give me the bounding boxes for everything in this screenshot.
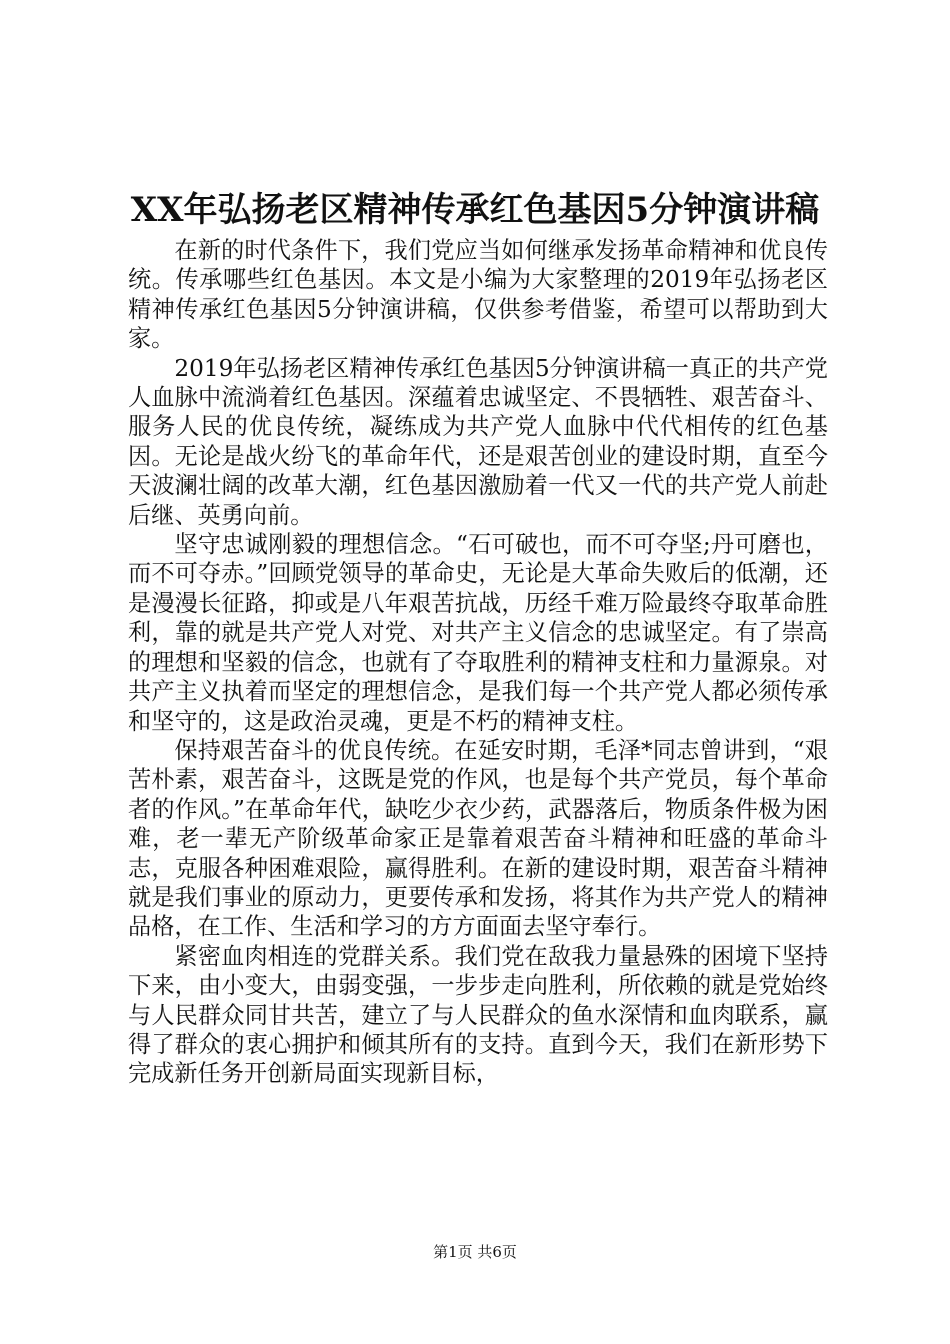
paragraph-hard-work: 保持艰苦奋斗的优良传统。在延安时期，毛泽*同志曾讲到，“艰苦朴素，艰苦奋斗，这既是党的作风，也是每个共产党员，每个革命者的作风。”在革命年代，缺吃少衣少药，武器落后，物质条件极为困难，老一辈无产阶级革命家正是靠着艰苦奋斗精神和旺盛的革命斗志，克服各种困难艰险，赢得胜利。在新的建设时期，艰苦奋斗精神就是我们事业的原动力，更要传承和发扬，将其作为共产党人的精神品格，在工作、生活和学习的方方面面去坚守奉行。 <box>128 736 828 941</box>
paragraph-party-masses: 紧密血肉相连的党群关系。我们党在敌我力量悬殊的困境下坚持下来，由小变大，由弱变强，一步步走向胜利，所依赖的就是党始终与人民群众同甘共苦，建立了与人民群众的鱼水深情和血肉联系，赢得了群众的衷心拥护和倾其所有的支持。直到今天，我们在新形势下完成新任务开创新局面实现新目标， <box>128 942 828 1088</box>
paragraph-speech-one: 2019年弘扬老区精神传承红色基因5分钟演讲稿一真正的共产党人血脉中流淌着红色基因。深蕴着忠诚坚定、不畏牺牲、艰苦奋斗、服务人民的优良传统，凝练成为共产党人血脉中代代相传的红色基因。无论是战火纷飞的革命年代，还是艰苦创业的建设时期，直至今天波澜壮阔的改革大潮，红色基因激励着一代又一代的共产党人前赴后继、英勇向前。 <box>128 354 828 529</box>
document-title: XX年弘扬老区精神传承红色基因5分钟演讲稿 <box>130 190 820 230</box>
page-number-footer: 第1页 共6页 <box>433 1243 517 1261</box>
paragraph-intro: 在新的时代条件下，我们党应当如何继承发扬革命精神和优良传统。传承哪些红色基因。本文是小编为大家整理的2019年弘扬老区精神传承红色基因5分钟演讲稿，仅供参考借鉴，希望可以帮助到大家。 <box>128 237 828 353</box>
document-body <box>128 236 828 1089</box>
paragraph-ideals: 坚守忠诚刚毅的理想信念。“石可破也，而不可夺坚;丹可磨也，而不可夺赤。”回顾党领导的革命史，无论是大革命失败后的低潮，还是漫漫长征路，抑或是八年艰苦抗战，历经千难万险最终夺取革命胜利，靠的就是共产党人对党、对共产主义信念的忠诚坚定。有了崇高的理想和坚毅的信念，也就有了夺取胜利的精神支柱和力量源泉。对共产主义执着而坚定的理想信念，是我们每一个共产党人都必须传承和坚守的，这是政治灵魂，更是不朽的精神支柱。 <box>128 531 828 735</box>
